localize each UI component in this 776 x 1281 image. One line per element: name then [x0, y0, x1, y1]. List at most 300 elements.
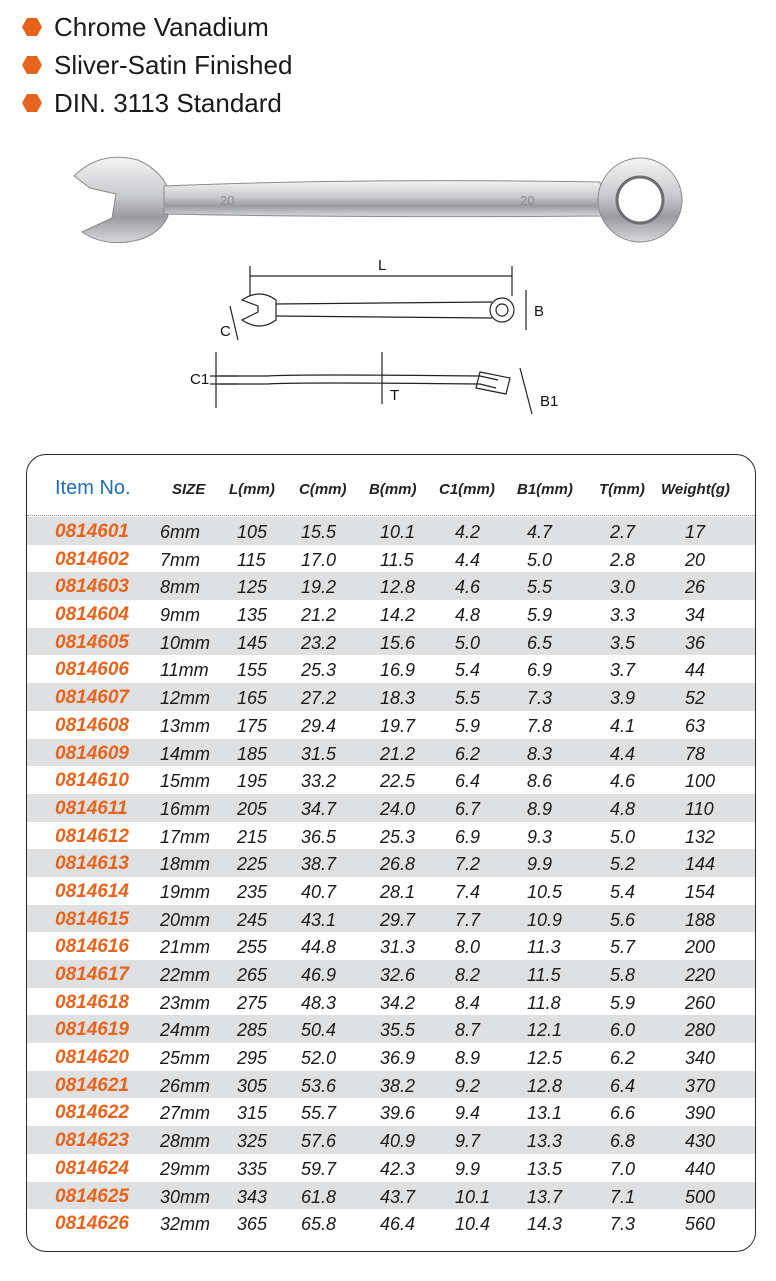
- cell-weight: 200: [685, 937, 716, 958]
- table-row: [27, 932, 755, 960]
- cell-weight: 440: [685, 1158, 716, 1179]
- table-row: [27, 1154, 755, 1182]
- cell-weight: 26: [685, 577, 706, 598]
- cell-weight: 63: [685, 715, 706, 736]
- cell-l: 135: [237, 605, 268, 626]
- item-code: 0814609: [55, 742, 129, 764]
- table-row: [27, 628, 755, 656]
- cell-b1: 10.9: [527, 909, 563, 930]
- cell-c1: 7.4: [455, 881, 481, 902]
- cell-weight: 500: [685, 1186, 716, 1207]
- cell-b: 18.3: [380, 688, 416, 709]
- cell-t: 4.1: [610, 715, 636, 736]
- table-row: [27, 988, 755, 1016]
- cell-size: 25mm: [160, 1048, 211, 1069]
- feature-text: Sliver-Satin Finished: [54, 49, 293, 80]
- cell-l: 195: [237, 771, 268, 792]
- cell-c: 55.7: [301, 1103, 337, 1124]
- cell-weight: 52: [685, 688, 706, 709]
- cell-l: 235: [237, 881, 268, 902]
- feature-list: [22, 8, 292, 122]
- cell-b1: 5.0: [527, 549, 553, 570]
- item-code: 0814621: [55, 1074, 129, 1096]
- dim-label-c: C: [220, 323, 231, 340]
- cell-weight: 17: [685, 522, 706, 542]
- cell-l: 343: [237, 1186, 268, 1207]
- cell-weight: 560: [685, 1214, 716, 1235]
- cell-l: 245: [237, 909, 268, 930]
- cell-b1: 5.9: [527, 605, 553, 626]
- item-code: 0814618: [55, 991, 129, 1013]
- cell-size: 13mm: [160, 715, 211, 736]
- header-item-no: Item No.: [55, 477, 131, 499]
- cell-t: 5.2: [610, 854, 636, 875]
- cell-weight: 188: [685, 909, 716, 930]
- table-row: [27, 1015, 755, 1043]
- cell-c: 43.1: [301, 909, 337, 930]
- item-code: 0814623: [55, 1130, 129, 1152]
- table-row: [27, 655, 755, 683]
- cell-c1: 4.8: [455, 605, 481, 626]
- cell-t: 3.5: [610, 632, 636, 653]
- cell-t: 7.0: [610, 1158, 636, 1179]
- diagram-side-view: [220, 375, 498, 388]
- cell-c1: 5.4: [455, 660, 481, 681]
- header-b: B(mm): [369, 481, 417, 498]
- cell-t: 5.7: [610, 937, 636, 958]
- cell-b: 39.6: [380, 1103, 416, 1124]
- cell-size: 12mm: [160, 688, 211, 709]
- cell-t: 6.8: [610, 1131, 636, 1152]
- cell-c1: 9.7: [455, 1131, 481, 1152]
- cell-b1: 14.3: [527, 1214, 563, 1235]
- cell-b: 10.1: [380, 522, 416, 542]
- cell-size: 30mm: [160, 1186, 211, 1207]
- cell-c: 65.8: [301, 1214, 337, 1235]
- cell-c1: 9.9: [455, 1158, 481, 1179]
- diagram-side-ring: [476, 372, 510, 394]
- cell-size: 19mm: [160, 881, 211, 902]
- cell-weight: 110: [685, 798, 714, 819]
- cell-size: 21mm: [160, 937, 211, 958]
- cell-c1: 7.7: [455, 909, 481, 930]
- header-size: SIZE: [172, 481, 206, 498]
- cell-b1: 8.3: [527, 743, 553, 764]
- cell-c: 57.6: [301, 1131, 337, 1152]
- cell-l: 315: [237, 1103, 268, 1124]
- cell-weight: 390: [685, 1103, 716, 1124]
- dim-line-c: [230, 306, 238, 340]
- cell-t: 5.6: [610, 909, 636, 930]
- cell-size: 6mm: [160, 522, 200, 542]
- header-c: C(mm): [299, 481, 347, 498]
- item-code: 0814624: [55, 1157, 129, 1179]
- cell-b1: 12.5: [527, 1048, 563, 1069]
- cell-t: 5.4: [610, 881, 636, 902]
- cell-l: 145: [237, 632, 268, 653]
- item-code: 0814601: [55, 521, 129, 542]
- cell-c1: 6.4: [455, 771, 481, 792]
- cell-c: 44.8: [301, 937, 337, 958]
- cell-size: 23mm: [160, 992, 211, 1013]
- table-row: [27, 1071, 755, 1099]
- cell-b: 28.1: [380, 881, 416, 902]
- cell-l: 205: [237, 798, 268, 819]
- cell-b1: 4.7: [527, 522, 553, 542]
- cell-b1: 13.5: [527, 1158, 563, 1179]
- cell-b1: 11.5: [527, 965, 561, 985]
- table-row: [27, 849, 755, 877]
- cell-c: 25.3: [301, 660, 337, 681]
- cell-t: 3.7: [610, 660, 636, 681]
- item-code: 0814603: [55, 576, 129, 598]
- cell-c: 31.5: [301, 743, 337, 764]
- header-b1: B1(mm): [517, 481, 573, 498]
- cell-t: 3.9: [610, 688, 636, 709]
- cell-c1: 4.4: [455, 549, 481, 570]
- hexagon-bullet-icon: [22, 18, 42, 36]
- cell-b: 36.9: [380, 1048, 416, 1069]
- cell-c: 15.5: [301, 522, 337, 542]
- cell-c1: 6.2: [455, 743, 481, 764]
- table-row: [27, 960, 755, 988]
- cell-b: 38.2: [380, 1075, 416, 1096]
- item-code: 0814606: [55, 659, 129, 681]
- table-row: [27, 766, 755, 794]
- cell-l: 215: [237, 826, 268, 847]
- cell-size: 29mm: [160, 1158, 211, 1179]
- table-row: [27, 545, 755, 573]
- table-row: [27, 1182, 755, 1210]
- feature-text: Chrome Vanadium: [54, 11, 269, 42]
- cell-c: 52.0: [301, 1048, 337, 1069]
- table-body: [27, 517, 755, 1237]
- cell-c: 36.5: [301, 826, 337, 847]
- cell-b: 26.8: [380, 854, 416, 875]
- cell-c: 50.4: [301, 1020, 337, 1041]
- header-weight: Weight(g): [661, 481, 730, 498]
- header-c1: C1(mm): [439, 481, 495, 498]
- cell-c1: 8.4: [455, 992, 481, 1013]
- cell-size: 7mm: [160, 549, 200, 570]
- wrench-open-end: [74, 157, 168, 242]
- cell-b: 43.7: [380, 1186, 416, 1207]
- cell-c: 21.2: [301, 605, 337, 626]
- cell-b: 25.3: [380, 826, 416, 847]
- cell-l: 275: [237, 992, 268, 1013]
- table-row: [27, 905, 755, 933]
- cell-c: 17.0: [301, 549, 337, 570]
- cell-t: 5.9: [610, 992, 636, 1013]
- feature-text: DIN. 3113 Standard: [54, 87, 282, 118]
- cell-t: 7.3: [610, 1214, 636, 1235]
- cell-b: 42.3: [380, 1158, 416, 1179]
- cell-b1: 12.1: [527, 1020, 563, 1041]
- table-row: [27, 1126, 755, 1154]
- cell-t: 4.4: [610, 743, 636, 764]
- cell-l: 285: [237, 1020, 268, 1041]
- cell-t: 6.6: [610, 1103, 636, 1124]
- cell-c1: 6.9: [455, 826, 481, 847]
- cell-t: 4.6: [610, 771, 636, 792]
- cell-b1: 10.5: [527, 881, 563, 902]
- table-row: [27, 517, 755, 545]
- cell-l: 255: [237, 937, 268, 958]
- cell-size: 8mm: [160, 577, 200, 598]
- cell-c: 40.7: [301, 881, 337, 902]
- item-code: 0814610: [55, 770, 129, 792]
- cell-t: 2.8: [610, 549, 636, 570]
- item-code: 0814622: [55, 1102, 129, 1124]
- item-code: 0814608: [55, 714, 129, 736]
- cell-b: 29.7: [380, 909, 416, 930]
- cell-l: 165: [237, 688, 268, 709]
- size-marking: 20: [220, 193, 235, 208]
- cell-size: 20mm: [160, 909, 211, 930]
- cell-l: 175: [237, 715, 268, 736]
- item-code: 0814613: [55, 853, 129, 875]
- cell-size: 11mm: [160, 660, 209, 681]
- cell-b1: 7.3: [527, 688, 553, 709]
- cell-b: 31.3: [380, 937, 416, 958]
- cell-b1: 6.9: [527, 660, 553, 681]
- cell-c: 34.7: [301, 798, 337, 819]
- cell-t: 4.8: [610, 798, 636, 819]
- cell-b1: 9.9: [527, 854, 553, 875]
- cell-c1: 8.9: [455, 1048, 481, 1069]
- cell-size: 15mm: [160, 771, 211, 792]
- cell-c: 48.3: [301, 992, 337, 1013]
- cell-l: 115: [237, 549, 266, 570]
- cell-c1: 9.4: [455, 1103, 481, 1124]
- cell-b1: 9.3: [527, 826, 553, 847]
- cell-b: 16.9: [380, 660, 416, 681]
- item-code: 0814612: [55, 825, 129, 847]
- cell-weight: 220: [685, 965, 716, 985]
- cell-b1: 6.5: [527, 632, 553, 653]
- cell-c1: 4.2: [455, 522, 481, 542]
- cell-c1: 6.7: [455, 798, 481, 819]
- table-row: [27, 711, 755, 739]
- cell-c: 38.7: [301, 854, 337, 875]
- cell-l: 335: [237, 1158, 268, 1179]
- dim-label-t: T: [390, 387, 400, 404]
- cell-b1: 8.9: [527, 798, 553, 819]
- diagram-open-end: [242, 294, 276, 326]
- cell-b: 21.2: [380, 743, 416, 764]
- cell-c1: 9.2: [455, 1075, 481, 1096]
- diagram-shaft: [276, 302, 492, 318]
- item-code: 0814611: [55, 797, 128, 819]
- cell-size: 14mm: [160, 743, 211, 764]
- item-code: 0814615: [55, 908, 129, 930]
- cell-t: 3.3: [610, 605, 636, 626]
- cell-c: 19.2: [301, 577, 337, 598]
- wrench-ring-hole: [617, 177, 663, 223]
- cell-b: 15.6: [380, 632, 416, 653]
- cell-c1: 10.4: [455, 1214, 491, 1235]
- cell-size: 26mm: [160, 1075, 211, 1096]
- cell-weight: 34: [685, 605, 706, 626]
- cell-weight: 154: [685, 881, 716, 902]
- table-row: [27, 877, 755, 905]
- dim-label-c1: C1: [190, 371, 210, 388]
- cell-l: 305: [237, 1075, 268, 1096]
- cell-c: 33.2: [301, 771, 337, 792]
- cell-l: 125: [237, 577, 268, 598]
- spec-table: [26, 454, 756, 1252]
- dim-label-l: L: [378, 257, 387, 274]
- cell-b: 34.2: [380, 992, 416, 1013]
- cell-b: 22.5: [380, 771, 416, 792]
- cell-size: 17mm: [160, 826, 211, 847]
- cell-c1: 10.1: [455, 1186, 491, 1207]
- cell-c1: 8.2: [455, 965, 481, 985]
- wrench-photo: [60, 148, 700, 258]
- cell-weight: 78: [685, 743, 706, 764]
- table-row: [27, 1209, 755, 1237]
- item-code: 0814617: [55, 964, 129, 985]
- header-l: L(mm): [229, 481, 275, 498]
- cell-l: 295: [237, 1048, 268, 1069]
- cell-c: 59.7: [301, 1158, 337, 1179]
- dimension-diagram: [180, 248, 580, 438]
- cell-weight: 340: [685, 1048, 716, 1069]
- item-code: 0814619: [55, 1019, 129, 1041]
- cell-t: 7.1: [610, 1186, 636, 1207]
- cell-c1: 5.0: [455, 632, 481, 653]
- cell-c1: 5.5: [455, 688, 481, 709]
- cell-t: 3.0: [610, 577, 636, 598]
- item-code: 0814607: [55, 687, 129, 709]
- table-row: [27, 822, 755, 850]
- table-row: [27, 683, 755, 711]
- feature-item: [22, 46, 292, 84]
- dim-label-b: B: [534, 303, 545, 320]
- cell-t: 6.2: [610, 1048, 636, 1069]
- cell-b: 19.7: [380, 715, 416, 736]
- cell-c1: 7.2: [455, 854, 481, 875]
- cell-l: 225: [237, 854, 268, 875]
- cell-size: 9mm: [160, 605, 200, 626]
- cell-t: 5.0: [610, 826, 636, 847]
- cell-c: 29.4: [301, 715, 337, 736]
- cell-b1: 13.1: [527, 1103, 563, 1124]
- cell-b: 24.0: [380, 798, 416, 819]
- table-row: [27, 1043, 755, 1071]
- cell-c1: 4.6: [455, 577, 481, 598]
- table-row: [27, 572, 755, 600]
- item-code: 0814620: [55, 1047, 129, 1069]
- cell-c: 61.8: [301, 1186, 337, 1207]
- cell-size: 22mm: [160, 965, 211, 985]
- table-row: [27, 1098, 755, 1126]
- cell-l: 265: [237, 965, 268, 985]
- feature-item: [22, 8, 292, 46]
- table-row: [27, 739, 755, 767]
- cell-b: 40.9: [380, 1131, 416, 1152]
- cell-b: 12.8: [380, 577, 416, 598]
- cell-weight: 260: [685, 992, 716, 1013]
- cell-b: 35.5: [380, 1020, 416, 1041]
- cell-size: 24mm: [160, 1020, 211, 1041]
- hexagon-bullet-icon: [22, 56, 42, 74]
- cell-b1: 13.3: [527, 1131, 563, 1152]
- item-code: 0814625: [55, 1185, 129, 1207]
- cell-t: 2.7: [610, 522, 636, 542]
- cell-weight: 36: [685, 632, 706, 653]
- cell-b: 46.4: [380, 1214, 416, 1235]
- cell-c1: 8.7: [455, 1020, 481, 1041]
- cell-c: 27.2: [301, 688, 337, 709]
- cell-b1: 7.8: [527, 715, 553, 736]
- table-row: [27, 794, 755, 822]
- header-t: T(mm): [599, 481, 645, 498]
- cell-weight: 144: [685, 854, 716, 875]
- cell-l: 365: [237, 1214, 268, 1235]
- item-code: 0814614: [55, 880, 129, 902]
- cell-c1: 8.0: [455, 937, 481, 958]
- diagram-ring-end: [490, 298, 514, 322]
- cell-l: 105: [237, 522, 268, 542]
- cell-weight: 370: [685, 1075, 716, 1096]
- cell-b1: 11.8: [527, 992, 561, 1013]
- cell-b1: 11.3: [527, 937, 561, 958]
- item-code: 0814616: [55, 936, 129, 958]
- cell-c: 46.9: [301, 965, 337, 985]
- cell-weight: 20: [685, 549, 706, 570]
- cell-b1: 5.5: [527, 577, 553, 598]
- item-code: 0814604: [55, 604, 129, 626]
- size-marking: 20: [520, 193, 535, 208]
- cell-b1: 8.6: [527, 771, 553, 792]
- cell-size: 16mm: [160, 798, 211, 819]
- hexagon-bullet-icon: [22, 94, 42, 112]
- cell-t: 6.0: [610, 1020, 636, 1041]
- item-code: 0814626: [55, 1213, 129, 1235]
- cell-l: 185: [237, 743, 268, 764]
- cell-l: 325: [237, 1131, 268, 1152]
- cell-weight: 430: [685, 1131, 716, 1152]
- cell-weight: 100: [685, 771, 716, 792]
- cell-size: 27mm: [160, 1103, 211, 1124]
- cell-b: 32.6: [380, 965, 416, 985]
- diagram-ring-hole: [496, 304, 508, 316]
- feature-item: [22, 84, 292, 122]
- cell-l: 155: [237, 660, 268, 681]
- cell-size: 32mm: [160, 1214, 211, 1235]
- item-code: 0814605: [55, 631, 129, 653]
- table-header: [27, 473, 755, 509]
- cell-weight: 44: [685, 660, 706, 681]
- cell-b: 14.2: [380, 605, 416, 626]
- cell-weight: 132: [685, 826, 716, 847]
- cell-c: 23.2: [301, 632, 337, 653]
- item-code: 0814602: [55, 548, 129, 570]
- cell-b: 11.5: [380, 549, 414, 570]
- cell-weight: 280: [685, 1020, 716, 1041]
- table-row: [27, 600, 755, 628]
- cell-c: 53.6: [301, 1075, 337, 1096]
- dim-label-b1: B1: [540, 393, 559, 410]
- cell-t: 5.8: [610, 965, 636, 985]
- cell-b1: 13.7: [527, 1186, 563, 1207]
- dim-line-b1: [520, 368, 532, 414]
- cell-size: 10mm: [160, 632, 211, 653]
- cell-b1: 12.8: [527, 1075, 563, 1096]
- header-divider: [27, 515, 755, 516]
- cell-t: 6.4: [610, 1075, 636, 1096]
